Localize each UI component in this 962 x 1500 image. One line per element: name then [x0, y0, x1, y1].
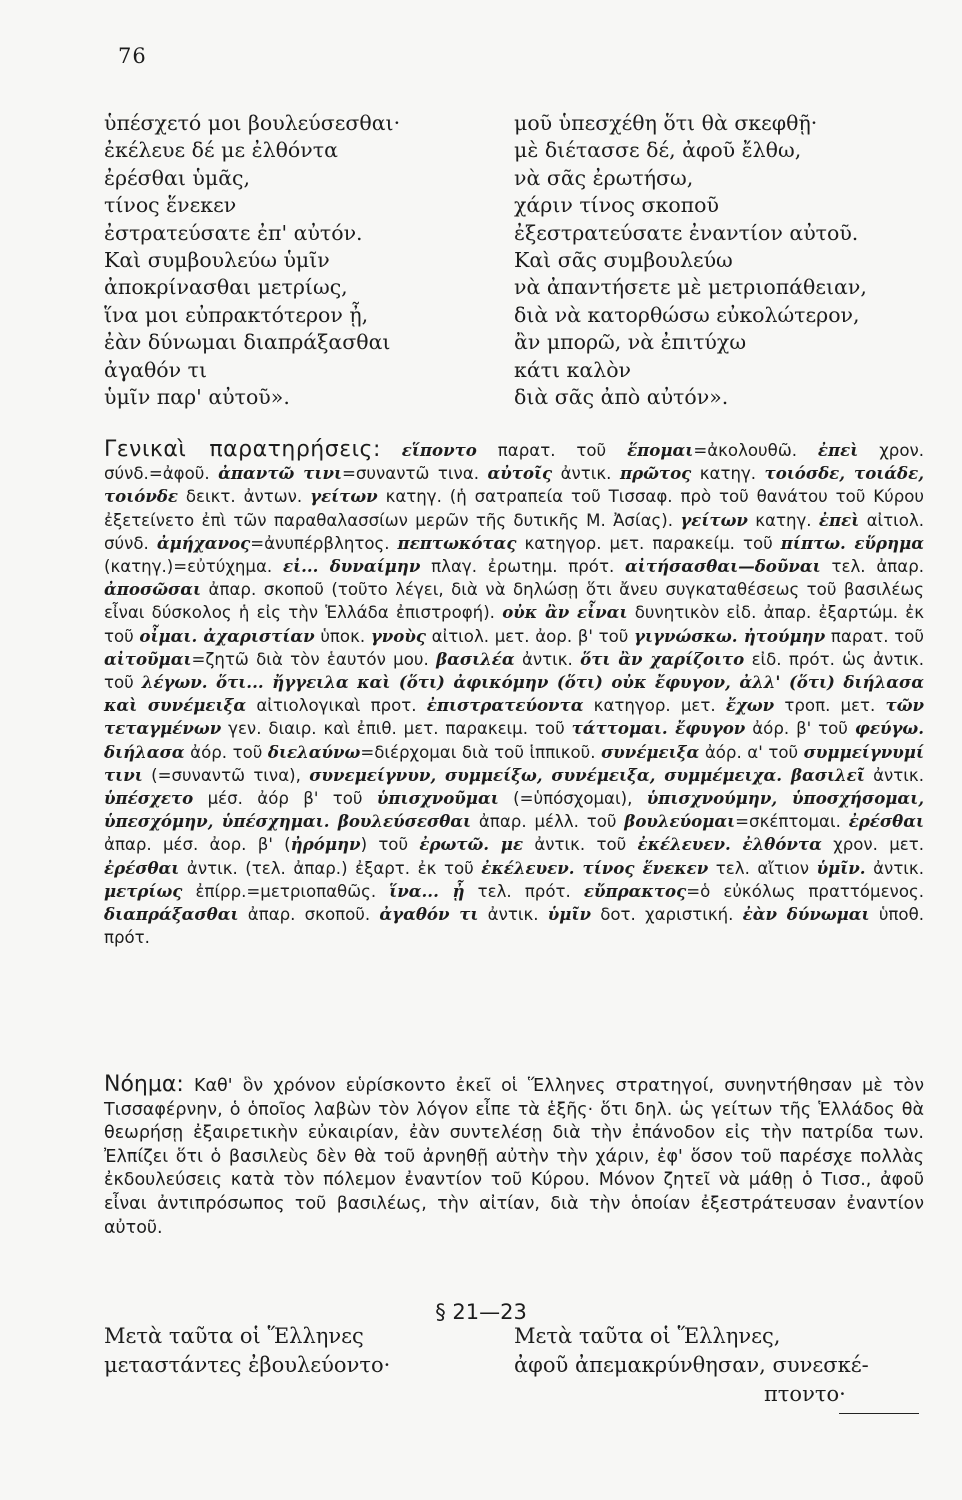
next-ancient-column [104, 1322, 494, 1380]
modern-line: διὰ νὰ κατορθώσω εὐκολώτερον, [514, 302, 860, 327]
notes-text: δεικτ. ἀντων. [178, 487, 311, 507]
notes-text: ἀντικ. [552, 464, 620, 484]
notes-text: =σκέπτομαι. [735, 812, 849, 832]
notes-text: ἀπαρ. σκοποῦ. [238, 905, 380, 925]
notes-text: αἰτιολογικαὶ προτ. [246, 696, 427, 716]
notes-text: αἰτιολ. μετ. ἀορ. β' τοῦ [425, 626, 635, 646]
notes-text: δοτ. χαριστική. [591, 905, 743, 925]
notes-term: ὑπέσχετο [104, 788, 194, 809]
notes-term: ὑμῖν. [816, 857, 866, 878]
ancient-line: Καὶ συμβουλεύω ὑμῖν [104, 248, 330, 273]
ancient-line: ἀγαθόν τι [104, 357, 207, 382]
notes-text: (=συναντῶ τινα), [142, 765, 310, 785]
meaning-text: Καθ' ὃν χρόνον εὑρίσκοντο ἐκεῖ οἱ Ἕλληνες στρατηγοί, συνηντήθησαν μὲ τὸν Τισσαφέρνην, ὁ ὁποῖος λαβὼν τὸν λόγον εἶπε τὰ ἑξῆς· ὅτι δηλ. ὡς γείτων τῆς Ἑλλάδος θὰ θεωρήσῃ ἐξαιρετικὴν εὐκαιρίαν, ἐὰν συντελέσῃ διὰ τὴν ἐπάνοδον εἰς τὴν πατρίδα των. Ἐλπίζει ὅτι ὁ βασιλεὺς δὲν θὰ τοῦ ἀρνηθῇ αὐτὴν τὴν χάριν, ἐφ' ὅσον τοῦ παρέσχε πολλὰς ἐκδουλεύσεις κατὰ τὸν πόλεμον ἐναντίον τοῦ Κύρου. Μόνον ζητεῖ νὰ μάθῃ ὁ Τισσ., ἀφοῦ εἶναι ἀντιπρόσωπος τοῦ βασιλέως, τὴν αἰτίαν, διὰ τὴν ὁποίαν ἐξεστράτευσαν ἐναντίον αὐτοῦ. [104, 1076, 924, 1238]
page-number: 76 [118, 44, 147, 68]
notes-text: κατηγ. (ἡ σατραπεία τοῦ Τισσαφ. πρὸ τοῦ θανάτου τοῦ Κύρου ἐξετείνετο ἐπὶ τῶν παραθαλασσίων μερῶν τῆς δυτικῆς Μ. Ἀσίας). [104, 487, 925, 530]
notes-text: (=ὑπόσχομαι), [498, 789, 647, 809]
modern-line: νὰ σᾶς ἐρωτήσω, [514, 165, 694, 190]
ancient-line: ὑμῖν παρ' αὐτοῦ». [104, 385, 290, 410]
notes-term: ἐρωτῶ. με [419, 834, 524, 855]
notes-text: =ζητῶ διὰ τὸν ἑαυτόν μου. [191, 649, 437, 669]
notes-text [381, 441, 402, 460]
modern-line: ἐξεστρατεύσατε ἐναντίον αὐτοῦ. [514, 220, 859, 245]
notes-text: =ἀνυπέρβλητος. [250, 533, 398, 553]
notes-term: ἀμήχανος [156, 532, 251, 553]
modern-line: Καὶ σᾶς συμβουλεύω [514, 248, 733, 273]
modern-line: μὲ διέτασσε δέ, ἀφοῦ ἔλθω, [514, 138, 802, 163]
notes-term: ὑπισχνοῦμαι [376, 788, 499, 809]
modern-greek-column [514, 110, 962, 411]
modern-line: ἂν μπορῶ, νὰ ἐπιτύχω [514, 330, 747, 355]
notes-term: φεύγω. διήλασα [104, 718, 924, 762]
modern-line: ἀφοῦ ἀπεμακρύνθησαν, συνεσκέ- [514, 1353, 869, 1377]
notes-term: λέγων. ὅτι... ἤγγειλα καὶ (ὅτι) ἀφικόμην (ὅτι) οὐκ ἔφυγον, ἀλλ' (ὅτι) διήλασα καὶ συνέμειξα [104, 672, 924, 716]
ancient-line: ἐστρατεύσατε ἐπ' αὐτόν. [104, 220, 363, 245]
notes-text: ἀπαρ. σκοποῦ (τοῦτο λέγει, διὰ νὰ δηλώσῃ ὅτι ἄνευ συγκαταθέσεως τοῦ βασιλέως εἶναι δύσκολος ἡ εἰς τὴν Ἑλλάδα ἐπιστροφή). [104, 580, 924, 623]
notes-term: εἵποντο [401, 440, 477, 460]
ancient-line: τίνος ἕνεκεν [104, 193, 237, 218]
notes-text: ἀόρ. τοῦ [184, 742, 268, 762]
notes-term: ἀποσῶσαι [104, 579, 202, 600]
modern-line: κάτι καλὸν [514, 357, 632, 382]
notes-term: ὅτι ἂν χαρίζοιτο [580, 648, 745, 669]
notes-term: τάττομαι. ἔφυγον [571, 718, 746, 739]
ancient-line: ἀποκρίνασθαι μετρίως, [104, 275, 348, 300]
notes-term: αἰτοῦμαι [104, 648, 192, 669]
notes-term: γείτων [310, 486, 378, 507]
ancient-line: ἐὰν δύνωμαι διαπράξασθαι [104, 330, 391, 355]
notes-text: τελ. αἴτιον [708, 858, 817, 878]
notes-text: τελ. ἀπαρ. [820, 557, 925, 577]
notes-text: αἰτιολ. σύνδ. [104, 510, 925, 553]
notes-text: παρατ. τοῦ [825, 626, 924, 646]
notes-text: χρον. μετ. [821, 835, 925, 855]
notes-term: αἰτήσασθαι—δοῦναι [625, 556, 821, 577]
ancient-line: Μετὰ ταῦτα οἱ Ἕλληνες [104, 1324, 364, 1348]
notes-term: ἵνα... ᾖ [389, 880, 465, 901]
notes-term: πεπτωκότας [397, 532, 517, 553]
notes-text: ἀόρ. β' τοῦ [745, 719, 855, 739]
notes-text: ἀπαρ. μέσ. ἀορ. β' ( [104, 835, 291, 855]
notes-text: πλαγ. ἐρωτημ. πρότ. [420, 557, 626, 577]
notes-text: =ὁ εὐκόλως πραττόμενος. [686, 881, 924, 901]
next-modern-column [514, 1322, 962, 1409]
notes-term: ἐπεὶ [817, 440, 859, 460]
notes-text: κατηγορ. μετ. [583, 696, 726, 716]
notes-text: παρατ. τοῦ [476, 441, 628, 460]
notes-term: ἐκέλευεν. τίνος ἕνεκεν [481, 857, 709, 878]
modern-line: μοῦ ὑπεσχέθη ὅτι θὰ σκεφθῇ· [514, 111, 818, 135]
notes-term: οἶμαι. ἀχαριστίαν [139, 625, 315, 646]
notes-text: ἀντικ. [514, 649, 581, 669]
notes-heading: Γενικαὶ παρατηρήσεις: [104, 437, 381, 462]
notes-term: εὔπρακτος [583, 880, 687, 901]
notes-term: ἐρέσθαι [848, 811, 924, 832]
notes-text: =διέρχομαι διὰ τοῦ ἱππικοῦ. [360, 742, 602, 762]
ancient-line: μεταστάντες ἐβουλεύοντο· [104, 1353, 391, 1377]
notes-term: πίπτω. εὕρημα [780, 532, 924, 553]
notes-term: ἐρέσθαι [104, 857, 180, 878]
notes-term: ἀπαντῶ τινι [218, 463, 343, 484]
modern-line: Μετὰ ταῦτα οἱ Ἕλληνες, [514, 1324, 781, 1348]
grammar-notes [104, 438, 924, 949]
notes-text: ἀόρ. α' τοῦ [699, 742, 804, 762]
meaning-heading: Νόημα: [104, 1072, 184, 1097]
notes-text: ἀντικ. (τελ. ἀπαρ.) ἐξαρτ. ἐκ τοῦ [179, 858, 482, 878]
notes-text: =ἀκολουθῶ. [693, 441, 818, 460]
modern-line: διὰ σᾶς ἀπὸ αὐτόν». [514, 385, 729, 410]
notes-term: ἐπιστρατεύοντα [426, 695, 584, 716]
notes-term: ἔχων [725, 695, 775, 716]
notes-term: ἕπομαι [627, 440, 694, 460]
ancient-line: ἵνα μοι εὐπρακτότερον ᾖ, [104, 302, 369, 327]
notes-text: γεν. διαιρ. καὶ ἐπιθ. μετ. παρακειμ. τοῦ [221, 719, 572, 739]
notes-text: ὑποκ. [314, 626, 371, 646]
notes-text: κατηγορ. μετ. παρακείμ. τοῦ [516, 533, 781, 553]
notes-text: εἰδ. πρότ. ὡς ἀντικ. τοῦ [104, 649, 924, 693]
notes-term: ἀγαθόν τι [379, 904, 479, 925]
notes-term: οὐκ ἂν εἶναι [502, 602, 628, 623]
notes-text: ὑποθ. πρότ. [104, 905, 924, 948]
notes-term: συνέμειξα [601, 741, 700, 762]
notes-text: τελ. πρότ. [464, 881, 584, 901]
notes-term: ὑπισχνούμην, ὑποσχήσομαι, ὑπεσχόμην, ὑπέσχημαι. βουλεύσεσθαι [104, 788, 924, 832]
section-heading: § 21—23 [435, 1300, 527, 1324]
ancient-line: ὑπέσχετό μοι βουλεύσεσθαι· [104, 111, 401, 135]
modern-line: πτοντο· [764, 1382, 846, 1406]
notes-term: ἠρόμην [290, 834, 361, 855]
notes-term: συμμείγνυμί τινι [104, 741, 924, 785]
notes-term: αὐτοῖς [487, 463, 553, 484]
divider-rule [839, 1413, 919, 1414]
notes-term: γνοὺς [370, 625, 426, 646]
notes-text: ἀντικ. [865, 858, 924, 878]
notes-term: τοιόσδε, τοιάδε, τοιόνδε [104, 463, 924, 507]
notes-term: γιγνώσκω. ἠτούμην [634, 625, 826, 646]
notes-term: ἐκέλευεν. ἐλθόντα [637, 834, 822, 855]
notes-text: ἀπαρ. μέλλ. τοῦ [471, 812, 625, 832]
modern-line: χάριν τίνος σκοποῦ [514, 193, 719, 218]
notes-text: =συναντῶ τινα. [342, 464, 488, 484]
modern-line: νὰ ἀπαντήσετε μὲ μετριοπάθειαν, [514, 275, 867, 300]
notes-term: ἐπεὶ [818, 509, 860, 530]
notes-text: ἀντικ. [478, 905, 548, 925]
notes-term: πρῶτος [619, 463, 692, 484]
meaning-paragraph [104, 1073, 924, 1240]
notes-text: ἀντικ. [864, 765, 924, 785]
notes-text: κατηγ. [691, 464, 765, 484]
notes-text: τροπ. μετ. [774, 696, 886, 716]
notes-term: ὑμῖν [547, 904, 591, 925]
notes-term: γείτων [680, 509, 748, 530]
notes-text: μέσ. ἀόρ β' τοῦ [193, 789, 377, 809]
notes-term: τῶν τεταγμένων [104, 695, 925, 739]
ancient-line: ἐρέσθαι ὑμᾶς, [104, 165, 251, 190]
notes-term: διαπράξασθαι [104, 904, 239, 925]
notes-text: δυνητικὸν εἰδ. ἀπαρ. ἐξαρτώμ. ἐκ τοῦ [104, 603, 924, 646]
notes-text: χρον. σύνδ.=ἀφοῦ. [104, 441, 925, 484]
notes-term: βασιλέα [436, 648, 515, 669]
notes-term: μετρίως [104, 880, 183, 901]
notes-text: ἐπίρρ.=μετριοπαθῶς. [182, 881, 390, 901]
notes-text: κατηγ. [747, 510, 819, 530]
ancient-greek-column [104, 110, 494, 411]
notes-text: ) τοῦ [360, 835, 420, 855]
notes-term: διελαύνω [267, 741, 361, 762]
ancient-line: ἐκέλευε δέ με ἐλθόντα [104, 138, 338, 163]
notes-term: βουλεύομαι [624, 811, 736, 832]
notes-term: συνεμείγνυν, συμμείξω, συνέμειξα, συμμέμειχα. βασιλεῖ [309, 764, 865, 785]
notes-body [104, 441, 924, 947]
notes-text: ἀντικ. τοῦ [523, 835, 638, 855]
notes-text: (κατηγ.)=εὐτύχημα. [104, 557, 283, 577]
notes-term: ἐὰν δύνωμαι [742, 904, 870, 925]
notes-term: εἰ... δυναίμην [283, 556, 421, 577]
